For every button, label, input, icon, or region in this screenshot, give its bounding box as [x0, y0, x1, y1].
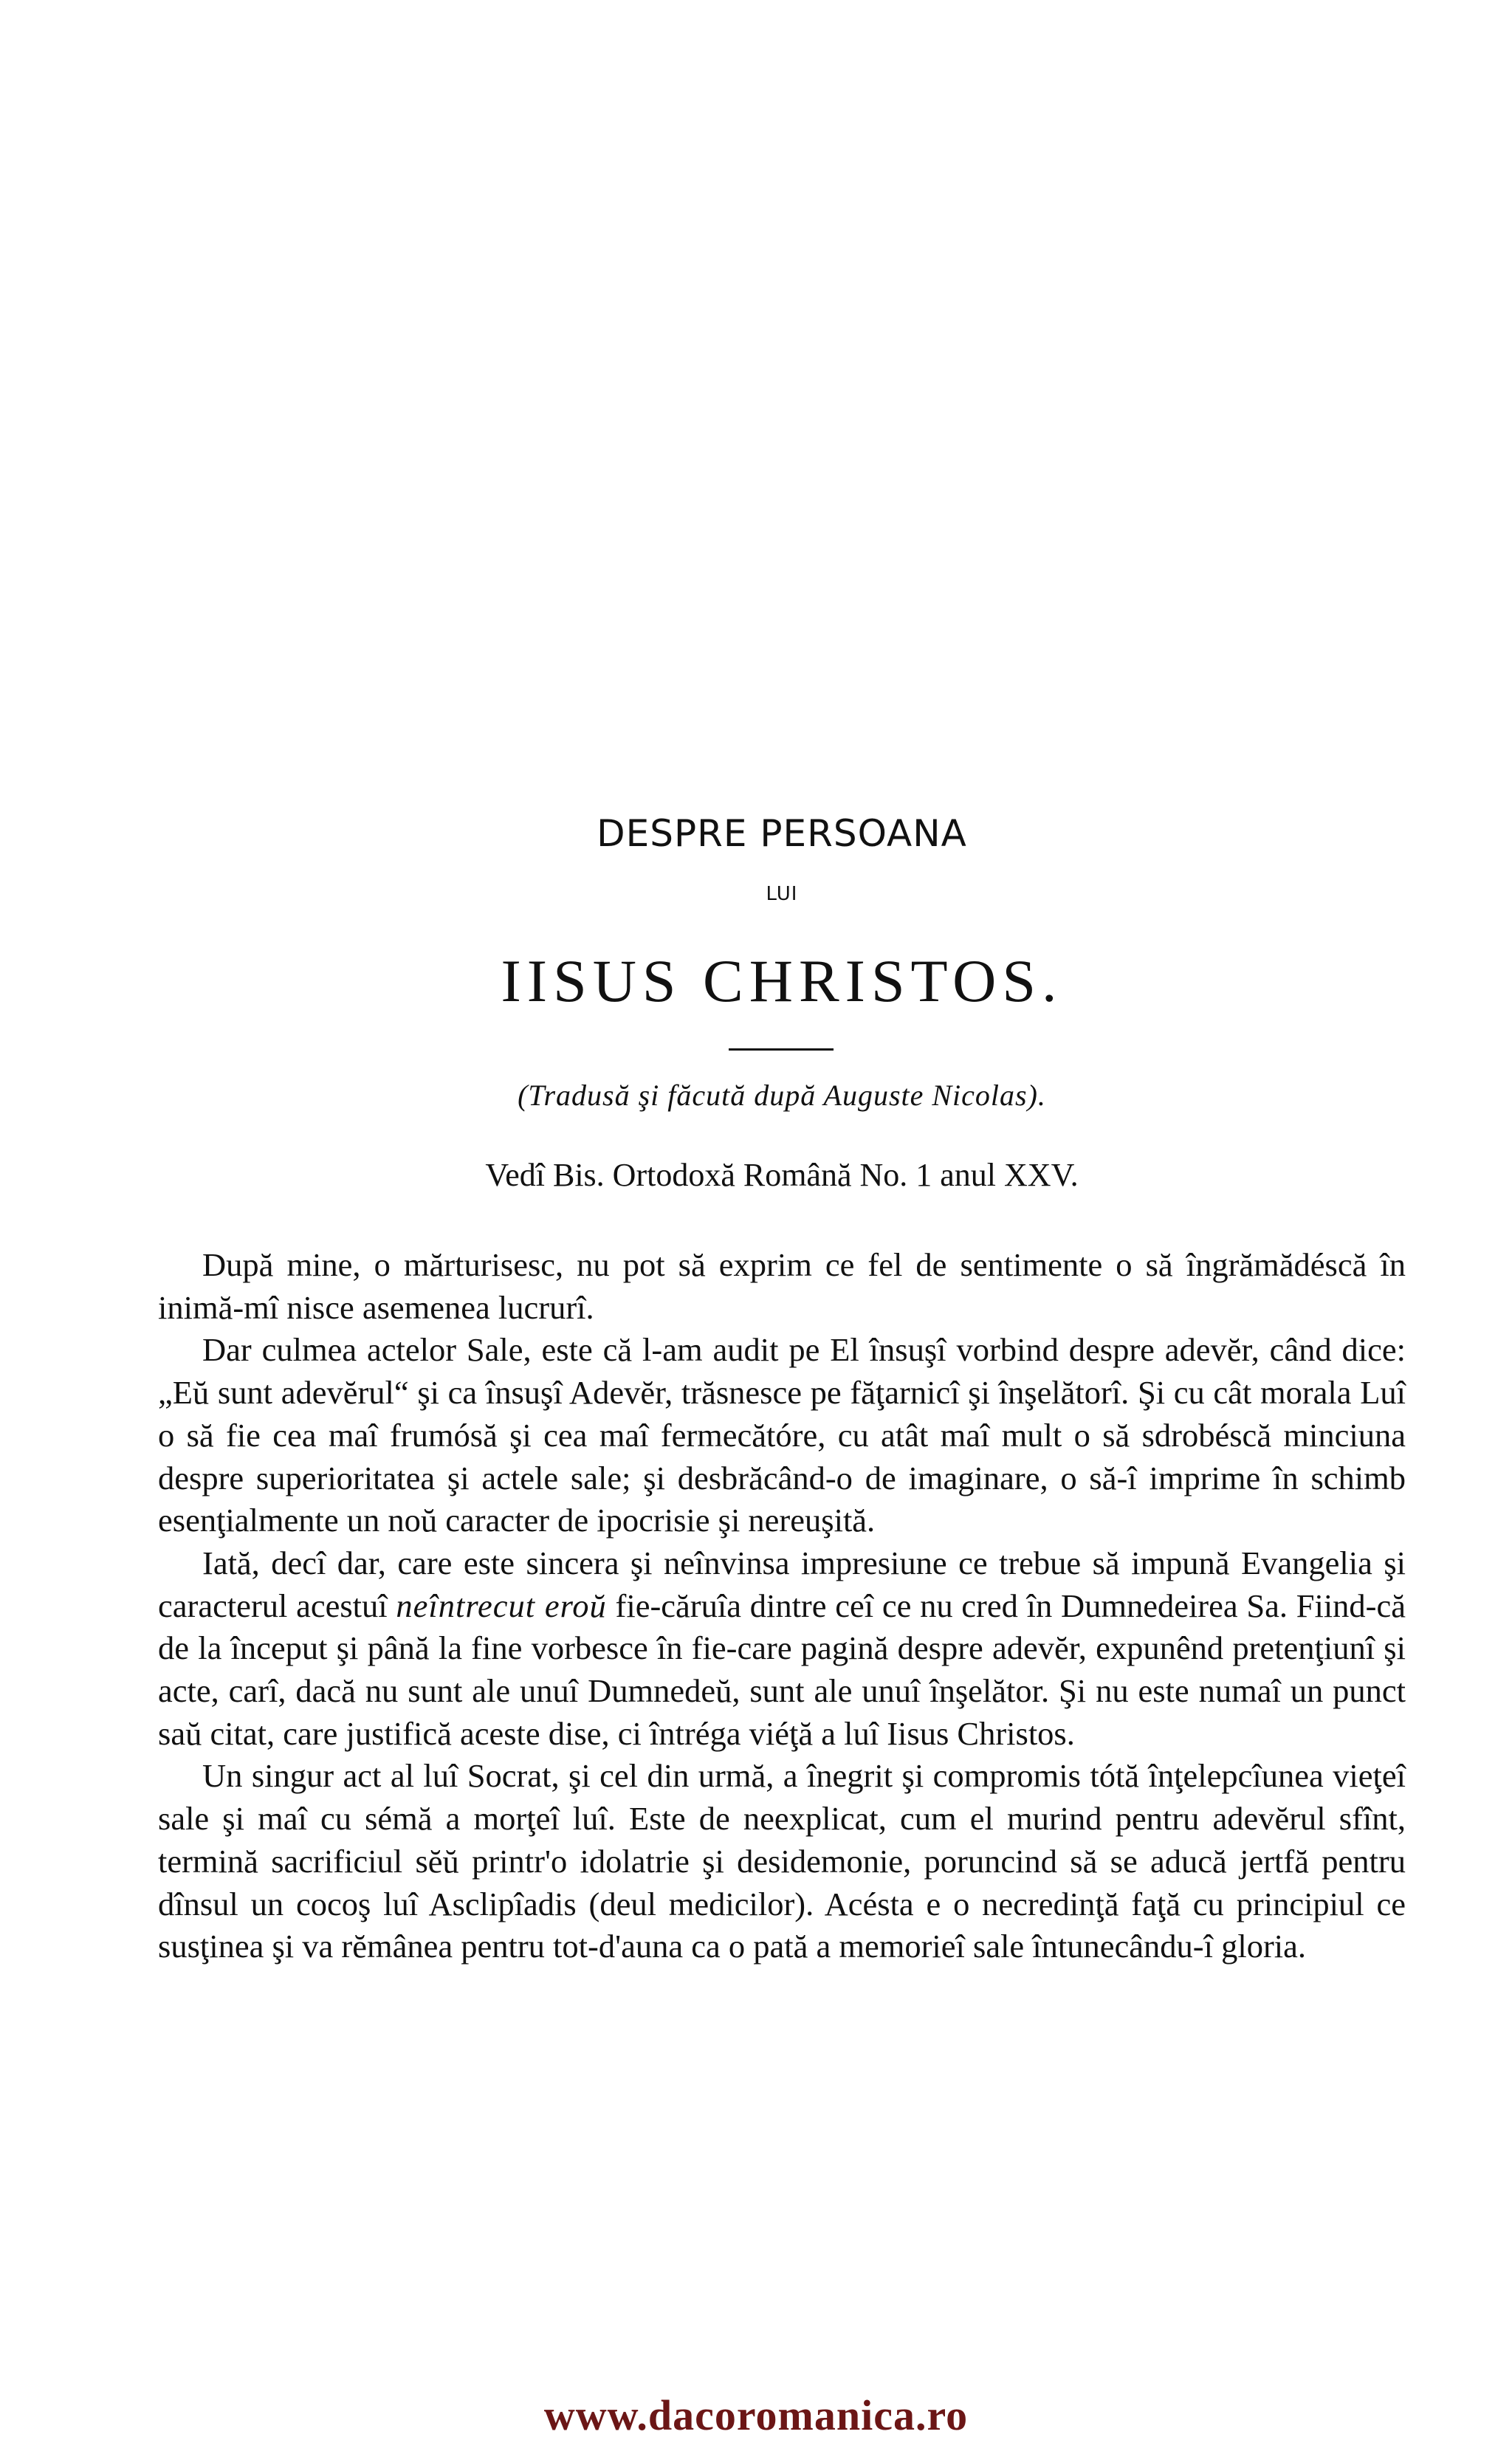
source-reference: Vedî Bis. Ortodoxă Română No. 1 anul XXV.: [485, 1157, 1079, 1193]
paragraph-3: [158, 1542, 1406, 1756]
title-divider: [729, 1048, 834, 1051]
paragraph-2: Dar culmea actelor Sale, este că l-am audit pe El însuşî vorbind despre adevĕr, când dice: „Eŭ sunt adevĕrul“ şi ca însuşî Adevĕr, trăsnesce pe făţarnicî şi înşelătorî. Şi cu cât morala Luî o să fie cea maî frumósă şi cea maî fermecătóre, cu atât maî mult o să sdrobéscă minciuna despre superioritatea şi actele sale; şi desbrăcând-o de imaginare, o să-î imprime în schimb esenţialmente un noŭ caracter de ipocrisie şi nereuşită.: [158, 1331, 1406, 1539]
paragraph-3-emphasis: neîntrecut eroŭ: [396, 1587, 607, 1624]
heading-title: IISUS CHRISTOS.: [501, 947, 1063, 1014]
translation-credit: (Tradusă şi făcută după Auguste Nicolas).: [518, 1079, 1046, 1112]
heading-line-2: LUI: [766, 883, 798, 905]
footer-watermark: www.dacoromanica.ro: [543, 2391, 969, 2439]
paragraph-3-end: fie-căruîa dintre ceî ce nu cred în Dumnedeirea Sa. Fiind-că de la început şi până la fine vorbesce în fie-care pagină despre adevĕr, expunênd pretenţiunî şi acte, carî, dacă nu sunt ale unuî Dumnedeŭ, sunt ale unuî înşelător. Şi nu este numaî un punct saŭ citat, care justifică aceste dise, ci întréga viéţă a luî Iisus Christos.: [158, 1587, 1406, 1752]
document-page: [158, 0, 1406, 2439]
paragraph-3-start: Iată, decî dar, care este sincera şi neînvinsa impresiune ce trebue să impună Evangelia şi caracterul acestuî: [158, 1544, 1406, 1624]
paragraph-1: După mine, o mărturisesc, nu pot să exprim ce fel de sentimente o să îngrămădéscă în inimă-mî nisce asemenea lucrurî.: [158, 1246, 1406, 1326]
paragraph-4: Un singur act al luî Socrat, şi cel din urmă, a înegrit şi compromis tótă înţelepcîunea vieţeî sale şi maî cu sémă a morţeî luî. Este de neexplicat, cum el murind pentru adevĕrul sfînt, termină sacrificiul sĕŭ printr'o idolatrie şi desidemonie, poruncind să se aducă jertfă pentru dînsul un cocoş luî Asclipîadis (deul medicilor). Acésta e o necredinţă faţă cu principiul ce susţinea şi va rĕmânea pentru tot-d'auna ca o pată a memorieî sale întunecându-î gloria.: [158, 1757, 1406, 1965]
heading-line-1: DESPRE PERSOANA: [597, 812, 967, 855]
body-text: [158, 1244, 1406, 1968]
